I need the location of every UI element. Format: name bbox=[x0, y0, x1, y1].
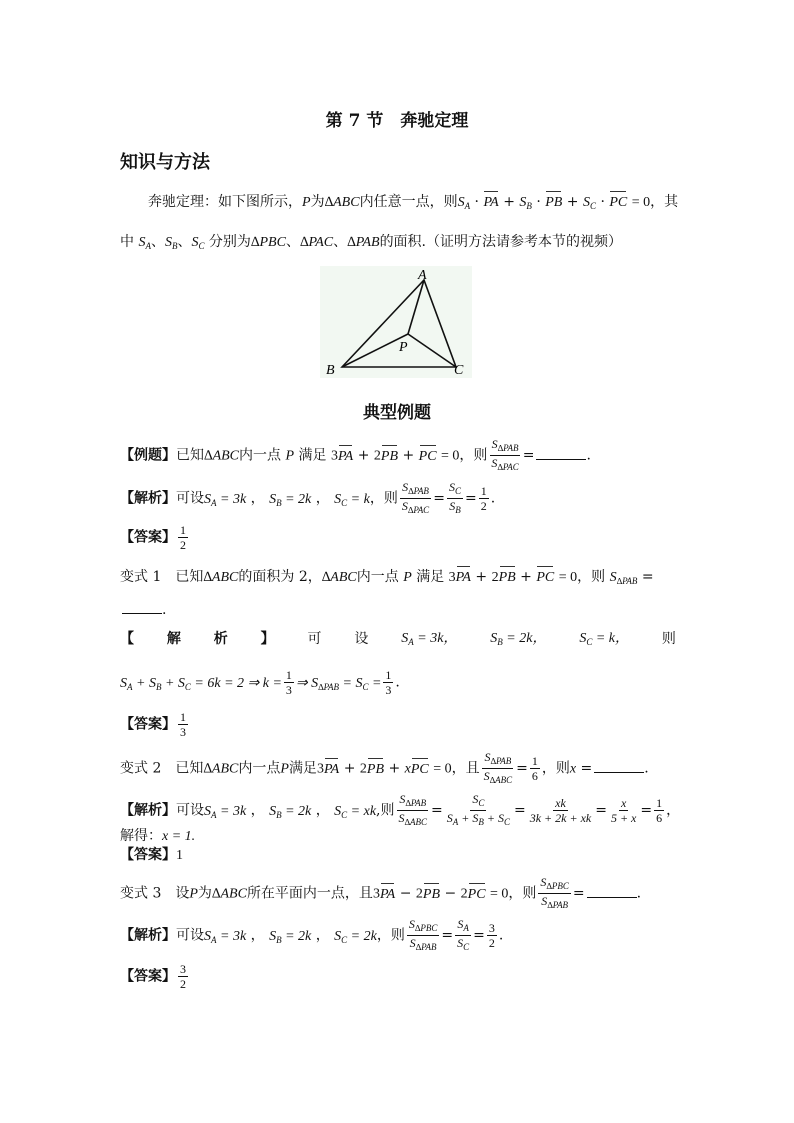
example-line: 【例题】已知∆ABC内一点 P 满足 3PA + 2PB + PC = 0，则 $\frac{S_{\Delta PAB}}{S_{\Delta PAC}}$ = . bbox=[120, 437, 591, 472]
page-title: 第 7 节 奔驰定理 bbox=[325, 111, 469, 131]
section-heading-knowledge: 知识与方法 bbox=[120, 152, 210, 173]
variant-3-line: 变式 3 设P为∆ABC所在平面内一点，且3PA − 2PB − 2PC = 0，则 $\frac{S_{\Delta PBC}}{S_{\Delta PAB}}$ = . bbox=[120, 875, 642, 910]
section-heading-examples: 典型例题 bbox=[363, 403, 431, 423]
figure-background bbox=[320, 266, 472, 378]
label-p: P bbox=[399, 340, 408, 355]
answer-2: 【答案】 $\frac{1}{3}$ bbox=[120, 710, 186, 739]
variant-2-line: 变式 2 已知∆ABC内一点P满足3PA + 2PB + xPC = 0，且 $\frac{S_{\Delta PAB}}{S_{\Delta ABC}}$ = $\frac{1}{6}$ ，则x = . bbox=[120, 750, 649, 785]
solution-4: 【解析】可设$S_A = 3k$ ， $S_B = 2k$ ， $S_C = 2k$，则 $\frac{S_{\Delta PBC}}{S_{\Delta PAB}}$ = $\frac{S_A}{S_C}$ = $\frac{3}{2}$ . bbox=[120, 917, 504, 952]
triangle-figure bbox=[316, 262, 476, 382]
answer-4: 【答案】 $\frac{3}{2}$ bbox=[120, 962, 186, 991]
theorem-line-2: 中 $S_A$、$S_B$、$S_C$ 分别为∆PBC、∆PAC、∆PAB的面积.（证明方法请参考本节的视频） bbox=[120, 234, 623, 251]
solution-3-line-2: 解得：x = 1. bbox=[120, 828, 196, 844]
label-c: C bbox=[454, 363, 464, 378]
solution-2-line-2: $S_A + S_B + S_C = 6k = 2$ ⇒ k = $\frac{1}{3}$ ⇒ $S_{\Delta PAB} = S_C$ = $\frac{1}{3}$ . bbox=[120, 668, 400, 697]
variant-1-line-1: 变式 1 已知∆ABC的面积为 2，∆ABC内一点 P 满足 3PA + 2PB + PC = 0，则 $S_{\Delta PAB}$ = bbox=[120, 569, 654, 586]
solution-1: 【解析】可设$S_A = 3k$ ， $S_B = 2k$ ， $S_C = k$，则 $\frac{S_{\Delta PAB}}{S_{\Delta PAC}}$ = $\frac{S_C}{S_B}$ = $\frac{1}{2}$ . bbox=[120, 480, 496, 515]
solution-2-line-1: 【 解 析 】 可 设 $S_A = 3k$， $S_B = 2k$， $S_C = k$， 则 bbox=[120, 631, 676, 647]
answer-1: 【答案】 $\frac{1}{2}$ bbox=[120, 523, 186, 552]
label-a: A bbox=[418, 268, 427, 283]
theorem-line-1: 奔驰定理：如下图所示，P为∆ABC内任意一点，则$S_A$ · PA + $S_B$ · PB + $S_C$ · PC = 0，其 bbox=[148, 194, 679, 211]
variant-1-line-2: . bbox=[120, 600, 166, 620]
answer-3: 【答案】1 bbox=[120, 847, 183, 863]
label-b: B bbox=[326, 363, 335, 378]
solution-3-line-1: 【解析】可设$S_A = 3k$ ， $S_B = 2k$ ， $S_C$ = xk,则 $\frac{S_{\Delta PAB}}{S_{\Delta ABC}}$ = $\frac{S_C}{S_A + S_B + S_C}$ = $\frac{xk}{3k + 2k + xk}$ = $\frac{x}{5 + x}$ = $\frac{1}{6}$ ， bbox=[120, 792, 681, 827]
